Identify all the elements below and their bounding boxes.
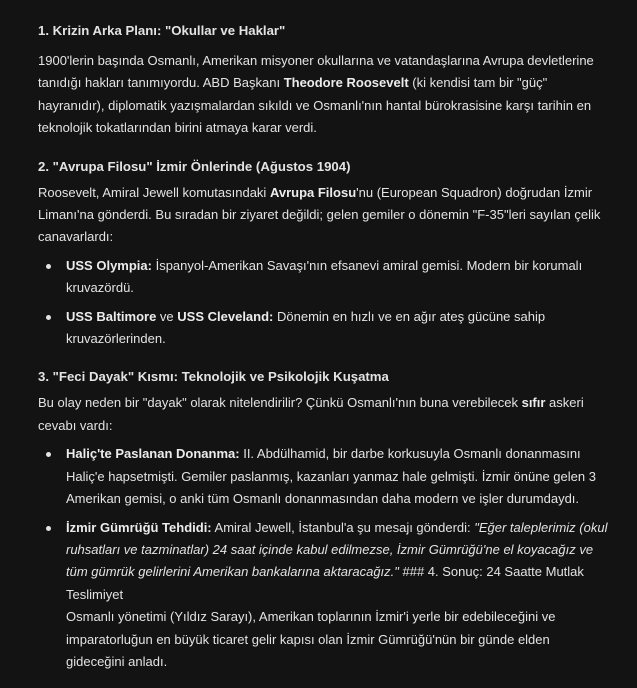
list-item-bold: USS Cleveland: [177,308,274,324]
section1-text-a: 1900'lerin başında Osmanlı, Amerikan misyoner okullarına ve vatandaşlarına Avrupa devletlerine tanıdığı hakları tanımıyordu. ABD Başkanı [38,53,594,91]
section1-paragraph [38,50,611,140]
list-item-continuation: Osmanlı yönetimi (Yıldız Sarayı), Amerikan toplarının İzmir'i yerle bir edebileceğini ve imparatorluğun en büyük ticaret gelir kapısı olan İzmir Gümrüğü'nün bir günde elden gideceğini anladı. [66,609,556,669]
list-item-bold: USS Baltimore [66,308,157,324]
section2-heading: 2. "Avrupa Filosu" İzmir Önlerinde (Ağustos 1904) [38,158,351,174]
section3-text-b: askeri cevabı vardı: [38,395,584,433]
list-item [38,255,611,300]
section2-text-a: Roosevelt, Amiral Jewell komutasındaki [38,184,270,200]
section3-bold: sıfır [521,395,546,411]
list-item-text: Dönemin en hızlı ve en ağır ateş gücüne sahip kruvazörlerinden. [66,308,546,347]
list-item [38,306,611,351]
list-item-bold: USS Olympia: [66,257,152,273]
bullet-icon [46,315,51,320]
section1-text-b: (ki kendisi tam bir "güç" hayranıdır), diplomatik yazışmalardan sıkıldı ve Osmanlı'nın hantal bürokrasisine karşı tarihin en teknolojik tokatlarından birini atmaya karar verdi. [38,75,592,136]
bullet-icon [46,452,51,457]
bullet-icon [46,526,51,531]
section2-text-b: 'nu (European Squadron) doğrudan İzmir Limanı'na gönderdi. Bu sıradan bir ziyaret değildi; gelen gemiler o dönemin "F-35"leri sayılan çelik canavarlardı: [38,184,601,245]
list-item [38,443,611,510]
bullet-icon [46,264,51,269]
section2-list [38,255,611,351]
list-item-bold: İzmir Gümrüğü Tehdidi: [66,519,212,535]
section3-list [38,443,611,673]
section3-heading: 3. "Feci Dayak" Kısmı: Teknolojik ve Psikolojik Kuşatma [38,369,389,385]
list-item-text: İspanyol-Amerikan Savaşı'nın efsanevi amiral gemisi. Modern bir korumalı kruvazördü. [66,257,583,296]
list-item-bold: Haliç'te Paslanan Donanma: [66,446,240,462]
list-item-text: ve [156,308,178,324]
section3-text-a: Bu olay neden bir "dayak" olarak nitelendirilir? Çünkü Osmanlı'nın buna verebilecek [38,395,522,411]
section2-bold: Avrupa Filosu [269,184,357,200]
list-item-quote: "Eğer taleplerimiz (okul ruhsatları ve tazminatlar) 24 saat içinde kabul edilmezse, İzmir Gümrüğü'ne el koyacağız ve tüm gümrük gelirlerini Amerikan bankalarına aktaracağız." [66,519,608,580]
section3-paragraph [38,392,611,437]
section1-heading: 1. Krizin Arka Planı: "Okullar ve Haklar" [38,23,286,38]
list-item-text: II. Abdülhamid, bir darbe korkusuyla Osmanlı donanmasını Haliç'e hapsetmişti. Gemiler paslanmış, kazanları yanmaz hale gelmişti. İzmir önüne gelen 3 Amerikan gemisi, o anki tüm Osmanlı donanmasından daha modern ve işler durumdaydı. [66,446,596,507]
section1-bold: Theodore Roosevelt [283,75,409,91]
section2-paragraph [38,182,611,249]
list-item-tail: ### 4. Sonuç: 24 Saatte Mutlak Teslimiyet [66,564,584,602]
list-item-text: Amiral Jewell, İstanbul'a şu mesajı gönderdi: [211,519,475,535]
list-item [38,517,611,674]
